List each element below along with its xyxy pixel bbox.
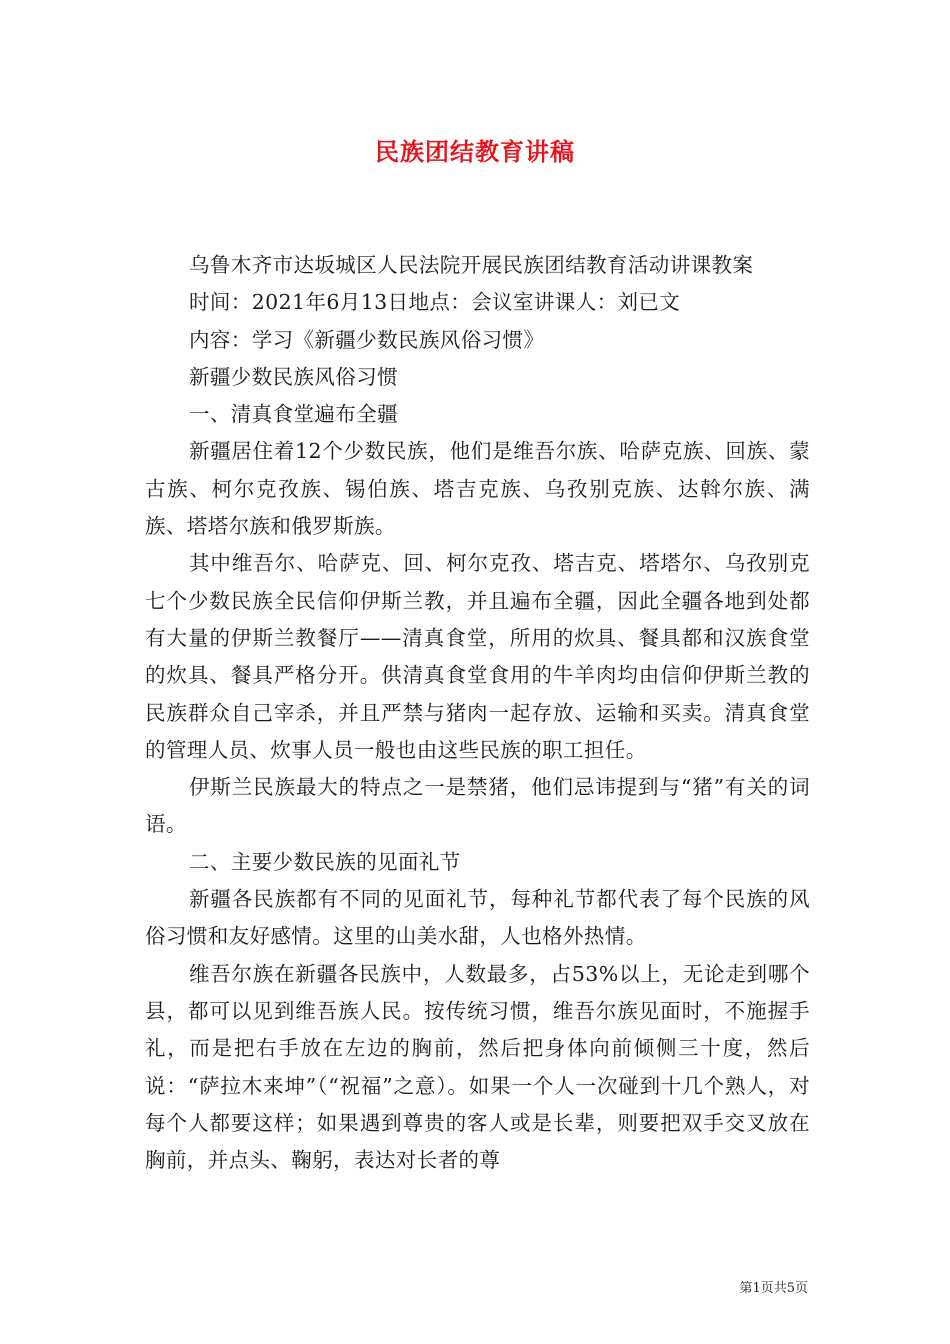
paragraph: 新疆各民族都有不同的见面礼节，每种礼节都代表了每个民族的风俗习惯和友好感情。这里的山美水甜，人也格外热情。: [145, 887, 810, 949]
section-heading-1: 一、清真食堂遍布全疆: [189, 402, 398, 427]
page-number: 第1页共5页: [739, 1281, 808, 1296]
paragraph-time-place: 时间：2021年6月13日地点：会议室讲课人：刘已文: [189, 290, 681, 315]
paragraph: 其中维吾尔、哈萨克、回、柯尔克孜、塔吉克、塔塔尔、乌孜别克七个少数民族全民信仰伊斯兰教，并且遍布全疆，因此全疆各地到处都有大量的伊斯兰教餐厅——清真食堂，所用的炊具、餐具都和汉族食堂的炊具、餐具严格分开。供清真食堂食用的牛羊肉均由信仰伊斯兰教的民族群众自己宰杀，并且严禁与猪肉一起存放、运输和买卖。清真食堂的管理人员、炊事人员一般也由这些民族的职工担任。: [145, 551, 810, 762]
paragraph: 维吾尔族在新疆各民族中，人数最多，占53%以上，无论走到哪个县，都可以见到维吾族人民。按传统习惯，维吾尔族见面时，不施握手礼，而是把右手放在左边的胸前，然后把身体向前倾侧三十度，然后说：“萨拉木来坤”（“祝福”之意）。如果一个人一次碰到十几个熟人，对每个人都要这样；如果遇到尊贵的客人或是长辈，则要把双手交叉放在胸前，并点头、鞠躬，表达对长者的尊: [145, 961, 810, 1173]
section-heading-2: 二、主要少数民族的见面礼节: [189, 849, 461, 874]
document-body: [145, 247, 810, 1179]
paragraph-content: 内容：学习《新疆少数民族风俗习惯》: [189, 327, 545, 352]
paragraph: 新疆居住着12个少数民族，他们是维吾尔族、哈萨克族、回族、蒙古族、柯尔克孜族、锡伯族、塔吉克族、乌孜别克族、达斡尔族、满族、塔塔尔族和俄罗斯族。: [145, 439, 810, 539]
paragraph-subtitle: 新疆少数民族风俗习惯: [189, 364, 398, 389]
document-title: 民族团结教育讲稿: [375, 138, 575, 166]
paragraph-header: 乌鲁木齐市达坂城区人民法院开展民族团结教育活动讲课教案: [189, 253, 754, 277]
paragraph: 伊斯兰民族最大的特点之一是禁猪，他们忌讳提到与“猪”有关的词语。: [145, 775, 810, 837]
